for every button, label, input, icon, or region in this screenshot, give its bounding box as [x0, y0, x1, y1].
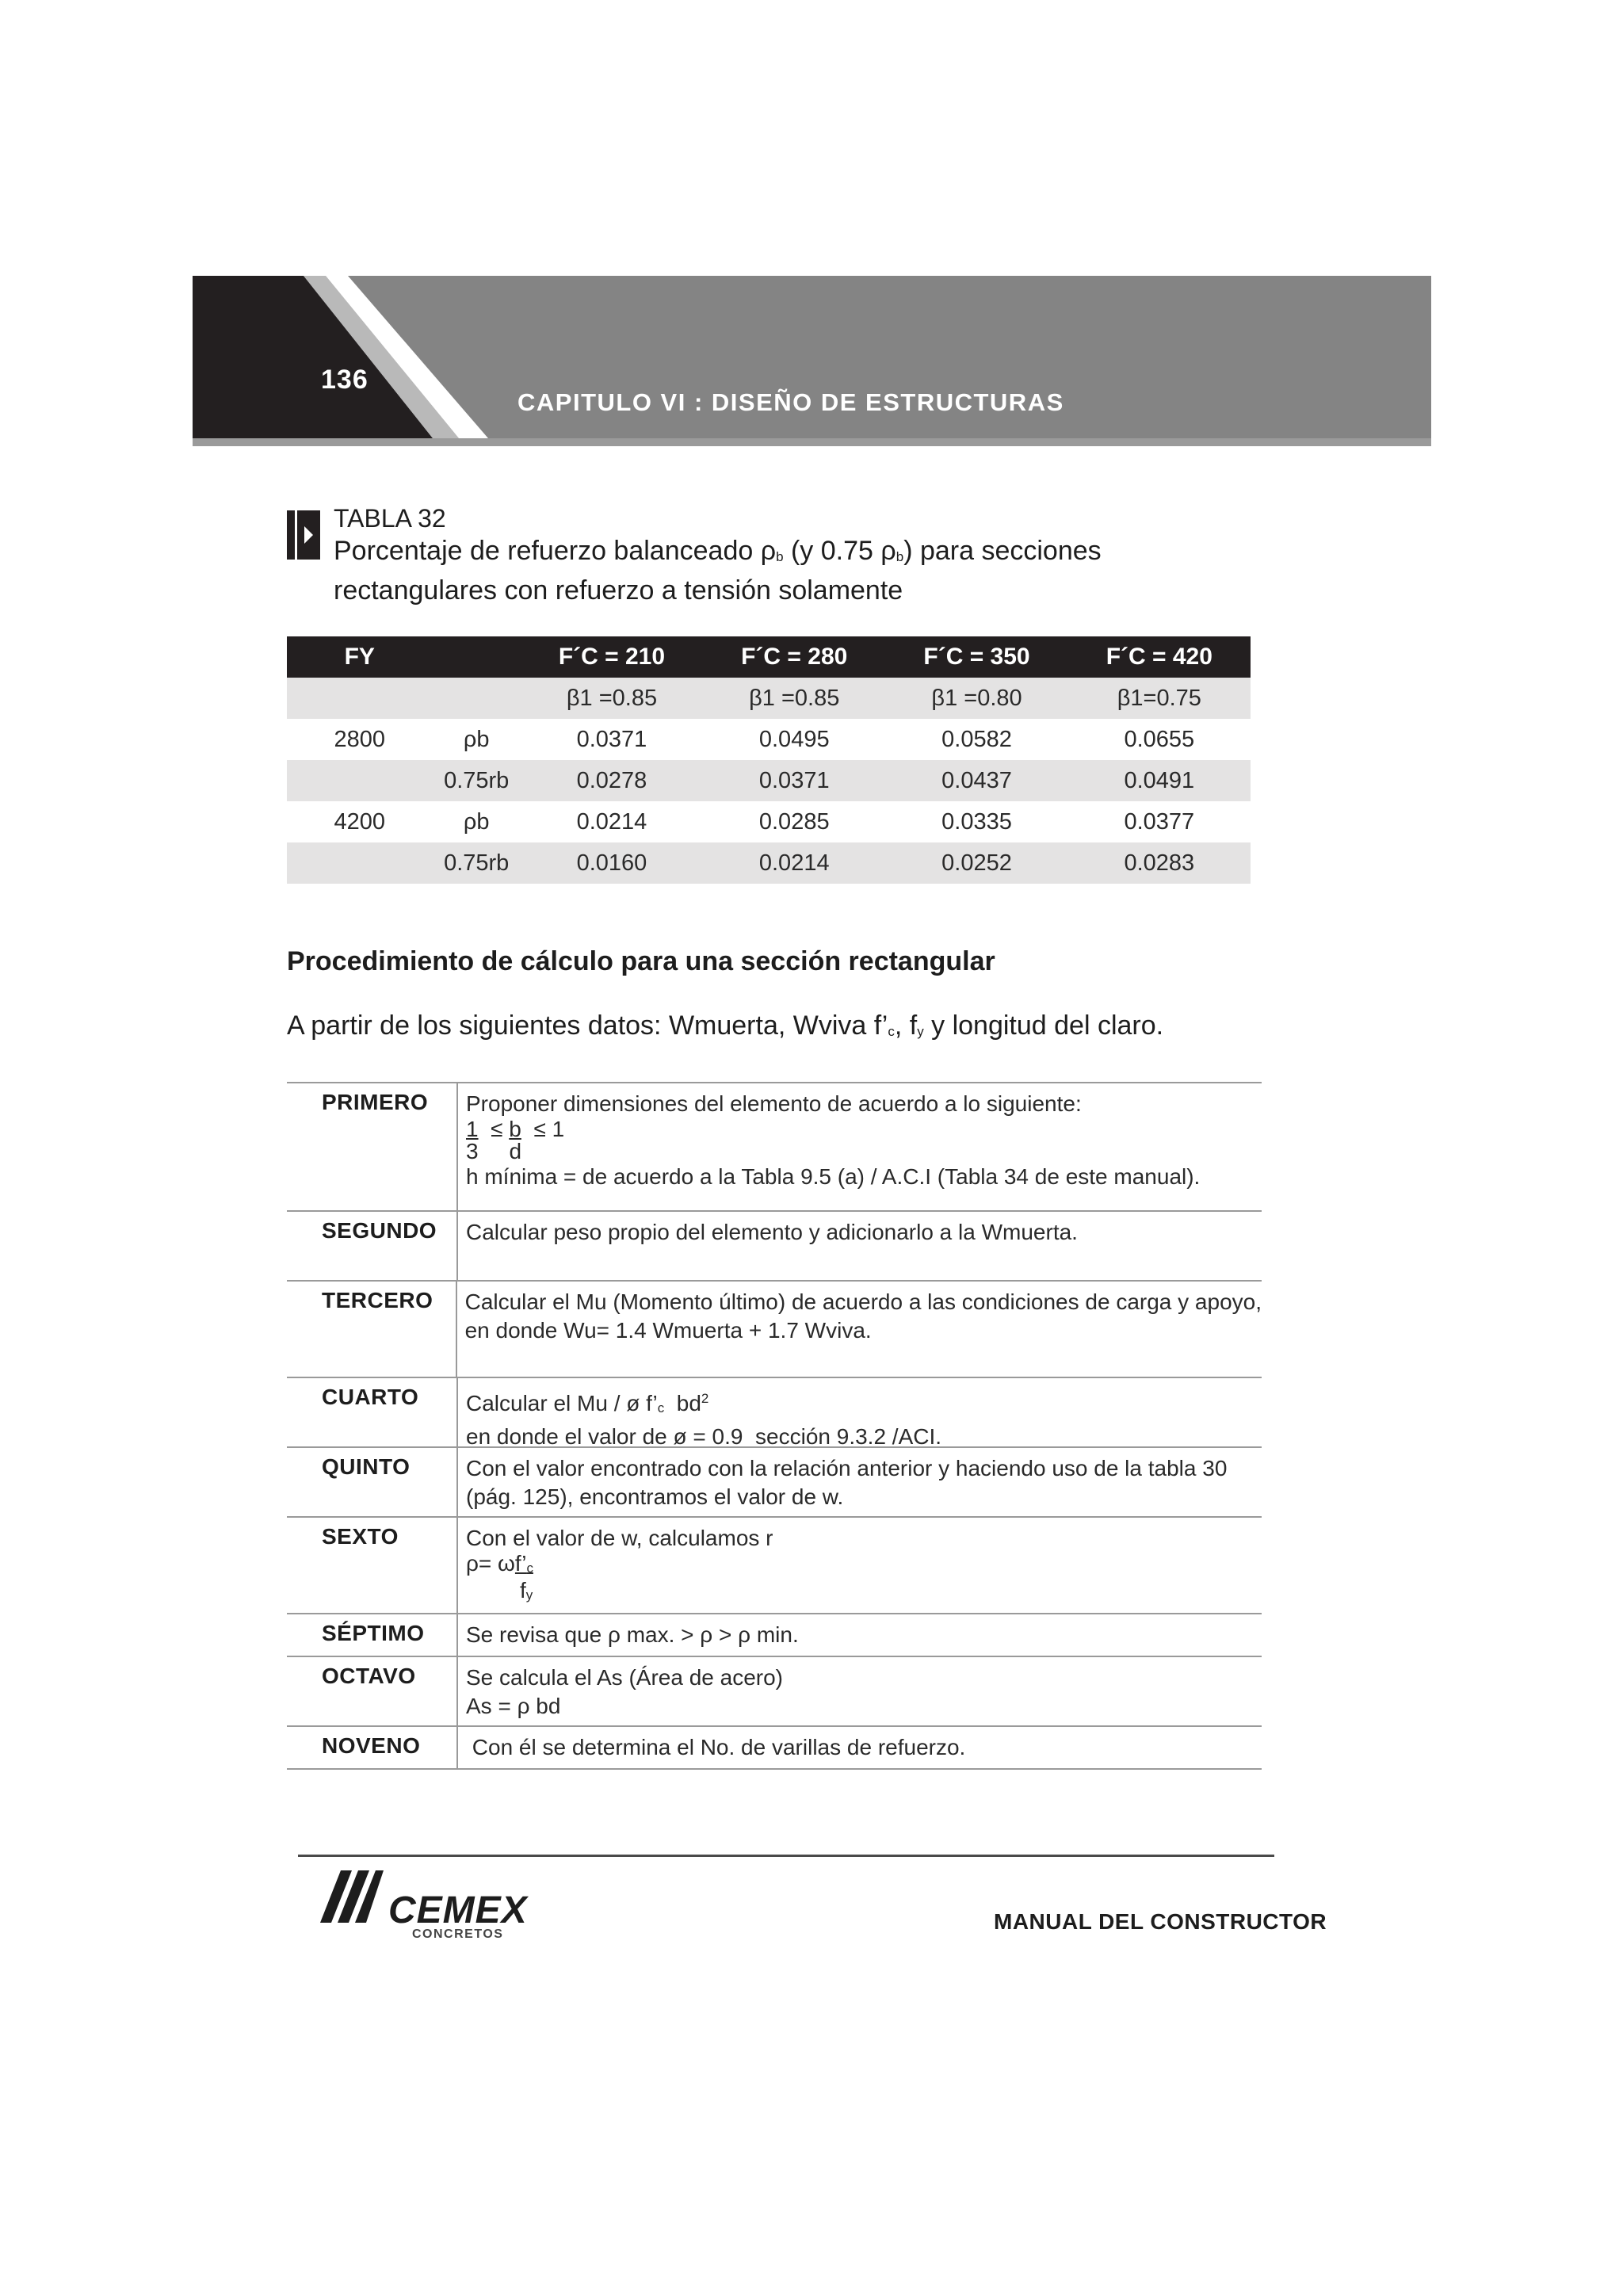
step-row	[287, 1212, 1262, 1282]
header-cell: F´C = 420	[1068, 636, 1251, 678]
table-cell: 0.75rb	[433, 760, 521, 801]
ratio-formula: 1 ≤ b ≤ 1	[466, 1117, 565, 1141]
table-cell: 0.0655	[1124, 726, 1195, 752]
table-cell	[287, 842, 433, 884]
step-row	[287, 1727, 1262, 1770]
table-cell	[287, 678, 433, 719]
step-name: SÉPTIMO	[287, 1614, 458, 1656]
cemex-logo-icon	[320, 1870, 384, 1923]
step-name: PRIMERO	[287, 1083, 458, 1210]
table-cell: β1=0.75	[1068, 678, 1251, 719]
header-cell: F´C = 280	[703, 636, 885, 678]
step-body: Calcular el Mu / ø f’c $bd^2$ en donde el valor de ø = 0.9 sección 9.3.2 /ACI.	[466, 1391, 942, 1449]
table-row	[287, 760, 1251, 801]
section-heading: Procedimiento de cálculo para una sección rectangular	[287, 946, 995, 976]
table-cell: 0.0160	[521, 842, 703, 884]
table-row	[287, 678, 1251, 719]
step-name: SEGUNDO	[287, 1212, 458, 1280]
step-body: Con él se determina el No. de varillas de refuerzo.	[466, 1735, 966, 1759]
intro-text: A partir de los siguientes datos: Wmuerta, Wviva f’c, fy y longitud del claro.	[287, 1010, 1164, 1041]
step-row	[287, 1518, 1262, 1614]
table-cell: 2800	[334, 726, 386, 752]
table-cell: 0.0377	[1124, 808, 1195, 835]
table-cell: 0.0437	[885, 760, 1067, 801]
table-cell: β1 =0.85	[703, 678, 885, 719]
page-number: 136	[321, 365, 369, 395]
table-row	[287, 719, 1251, 760]
step-name: QUINTO	[287, 1448, 458, 1516]
table-cell: 0.0214	[703, 842, 885, 884]
step-name: SEXTO	[287, 1518, 458, 1613]
step-row	[287, 1614, 1262, 1657]
table-cell: 0.0335	[941, 808, 1012, 835]
step-body: Con el valor encontrado con la relación anterior y haciendo uso de la tabla 30 (pág. 125), encontramos el valor de w.	[466, 1456, 1228, 1509]
step-row	[287, 1083, 1262, 1212]
step-row	[287, 1448, 1262, 1518]
step-body: Proponer dimensiones del elemento de acuerdo a lo siguiente: 1 ≤ b ≤ 1 3 d h mínima = de acuerdo a la Tabla 9.5 (a) / A.C.I (Tabla 34 de este manual).	[458, 1083, 1262, 1210]
logo-text: CEMEX	[388, 1889, 528, 1931]
step-name: OCTAVO	[287, 1657, 458, 1725]
header-cell: F´C = 350	[885, 636, 1067, 678]
reinforcement-table	[287, 636, 1251, 884]
step-body: Se calcula el As (Área de acero) As = ρ bd	[466, 1665, 783, 1718]
table-marker-icon	[287, 510, 320, 560]
table-cell: β1 =0.80	[885, 678, 1067, 719]
step-body: Se revisa que ρ max. > ρ > ρ min.	[466, 1622, 799, 1647]
table-row	[287, 842, 1251, 884]
header-shape	[193, 276, 1431, 446]
logo-subtext: CONCRETOS	[412, 1927, 504, 1941]
table-cell	[287, 760, 433, 801]
step-body: Calcular peso propio del elemento y adicionarlo a la Wmuerta.	[466, 1220, 1078, 1244]
footer-rule	[298, 1855, 1274, 1857]
table-cell: 0.0285	[758, 808, 830, 835]
procedure-steps	[287, 1082, 1262, 1770]
table-cell: 0.0252	[885, 842, 1067, 884]
table-header-row	[287, 636, 1251, 678]
table-cell: ρb	[463, 726, 490, 752]
header-cell: FY	[287, 636, 433, 678]
table-cell	[433, 678, 521, 719]
table-cell: 0.0214	[576, 808, 647, 835]
table-label: TABLA 32	[334, 504, 446, 533]
step-name: CUARTO	[287, 1378, 458, 1446]
step-body: Calcular el Mu (Momento último) de acuerdo a las condiciones de carga y apoyo, en donde Wu= 1.4 Wmuerta + 1.7 Wviva.	[464, 1289, 1262, 1343]
step-name: NOVENO	[287, 1727, 458, 1768]
step-row	[287, 1282, 1262, 1378]
table-cell: 0.0495	[758, 726, 830, 752]
table-caption: Porcentaje de refuerzo balanceado ρb (y 0.75 ρb) para secciones rectangulares con refuerzo a tensión solamente	[334, 536, 1102, 606]
table-cell: 4200	[334, 808, 386, 835]
table-cell: 0.0371	[703, 760, 885, 801]
chapter-header	[193, 276, 1431, 446]
step-name: TERCERO	[287, 1282, 457, 1377]
step-row	[287, 1378, 1262, 1448]
table-cell: β1 =0.85	[521, 678, 703, 719]
chapter-title: CAPITULO VI : DISEÑO DE ESTRUCTURAS	[517, 388, 1064, 416]
step-row	[287, 1657, 1262, 1727]
header-cell	[433, 636, 521, 678]
table-cell: 0.0283	[1068, 842, 1251, 884]
table-cell: ρb	[463, 808, 490, 835]
rho-formula: ρ= ωf’c	[466, 1551, 533, 1576]
header-cell: F´C = 210	[521, 636, 703, 678]
table-row	[287, 801, 1251, 842]
table-cell: 0.0371	[576, 726, 647, 752]
table-cell: 0.0278	[521, 760, 703, 801]
table-cell: 0.0491	[1068, 760, 1251, 801]
step-body: Con el valor de w, calculamos r ρ= ωf’c fy	[458, 1518, 1262, 1613]
table-cell: 0.75rb	[433, 842, 521, 884]
table-cell: 0.0582	[941, 726, 1012, 752]
footer-manual-title: MANUAL DEL CONSTRUCTOR	[994, 1909, 1327, 1934]
